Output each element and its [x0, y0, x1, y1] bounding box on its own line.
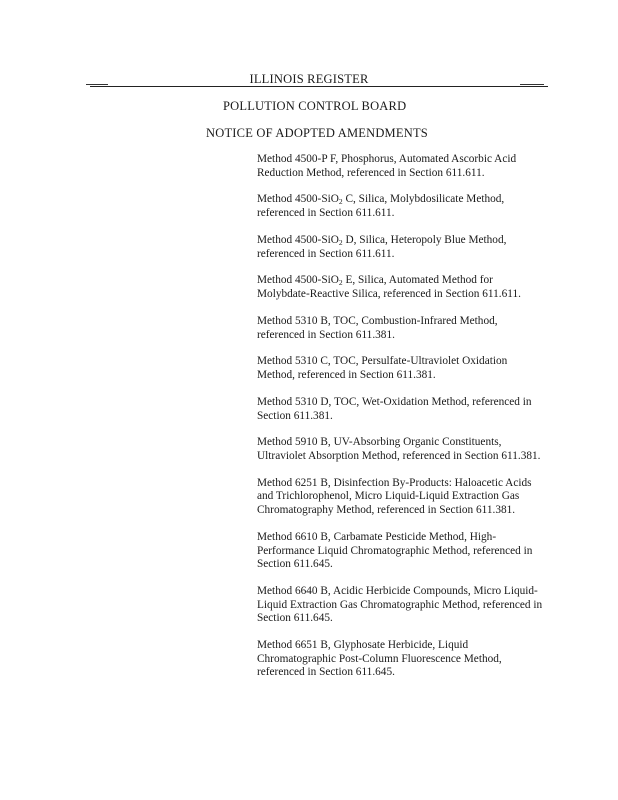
method-text: Method 6610 B, Carbamate Pesticide Method, High-Performance Liquid Chromatographic Method, referenced in Section 611.645.	[257, 530, 533, 571]
method-subscript: 2	[338, 237, 343, 247]
method-item	[257, 639, 547, 680]
method-item	[257, 315, 547, 342]
board-title: POLLUTION CONTROL BOARD	[223, 99, 407, 113]
method-text: Method 5310 D, TOC, Wet-Oxidation Method, referenced in Section 611.381.	[257, 395, 532, 422]
method-item	[257, 436, 547, 463]
method-text-prefix: Method 4500-SiO	[257, 193, 339, 206]
register-title: ILLINOIS REGISTER	[249, 72, 369, 86]
method-subscript: 2	[338, 278, 343, 288]
method-item	[257, 477, 547, 518]
method-text-suffix: D, Silica, Heteropoly Blue Method, referenced in Section 611.611.	[257, 233, 507, 260]
method-item	[257, 153, 547, 180]
method-item	[257, 531, 547, 572]
method-text-suffix: C, Silica, Molybdosilicate Method, referenced in Section 611.611.	[257, 193, 505, 220]
method-subscript: 2	[338, 197, 343, 207]
method-item	[257, 234, 547, 261]
method-item	[257, 396, 547, 423]
method-text: Method 6640 B, Acidic Herbicide Compounds, Micro Liquid-Liquid Extraction Gas Chromatographic Method, referenced in Section 611.645.	[257, 585, 543, 625]
method-text: Method 4500-P F, Phosphorus, Automated Ascorbic Acid Reduction Method, referenced in Section 611.611.	[257, 153, 517, 179]
method-item	[257, 274, 547, 301]
method-list	[257, 153, 547, 693]
notice-title: NOTICE OF ADOPTED AMENDMENTS	[206, 126, 428, 140]
method-text-prefix: Method 4500-SiO	[257, 233, 339, 246]
method-text: Method 6251 B, Disinfection By-Products: Haloacetic Acids and Trichlorophenol, Micro Liquid-Liquid Extraction Gas Chromatography Method, referenced in Section 611.381.	[257, 476, 532, 517]
method-item	[257, 585, 547, 626]
method-item	[257, 355, 547, 382]
method-text: Method 5310 B, TOC, Combustion-Infrared Method, referenced in Section 611.381.	[257, 314, 498, 341]
method-text-prefix: Method 4500-SiO	[257, 274, 339, 287]
method-text: Method 5310 C, TOC, Persulfate-Ultraviolet Oxidation Method, referenced in Section 611.381.	[257, 355, 508, 382]
method-text: Method 5910 B, UV-Absorbing Organic Constituents, Ultraviolet Absorption Method, referenced in Section 611.381.	[257, 436, 541, 462]
header-rule	[90, 86, 548, 87]
method-text: Method 6651 B, Glyphosate Herbicide, Liquid Chromatographic Post-Column Fluorescence Method, referenced in Section 611.645.	[257, 639, 502, 679]
method-text-suffix: E, Silica, Automated Method for Molybdate-Reactive Silica, referenced in Section 611.611.	[257, 274, 521, 301]
method-item	[257, 193, 547, 220]
